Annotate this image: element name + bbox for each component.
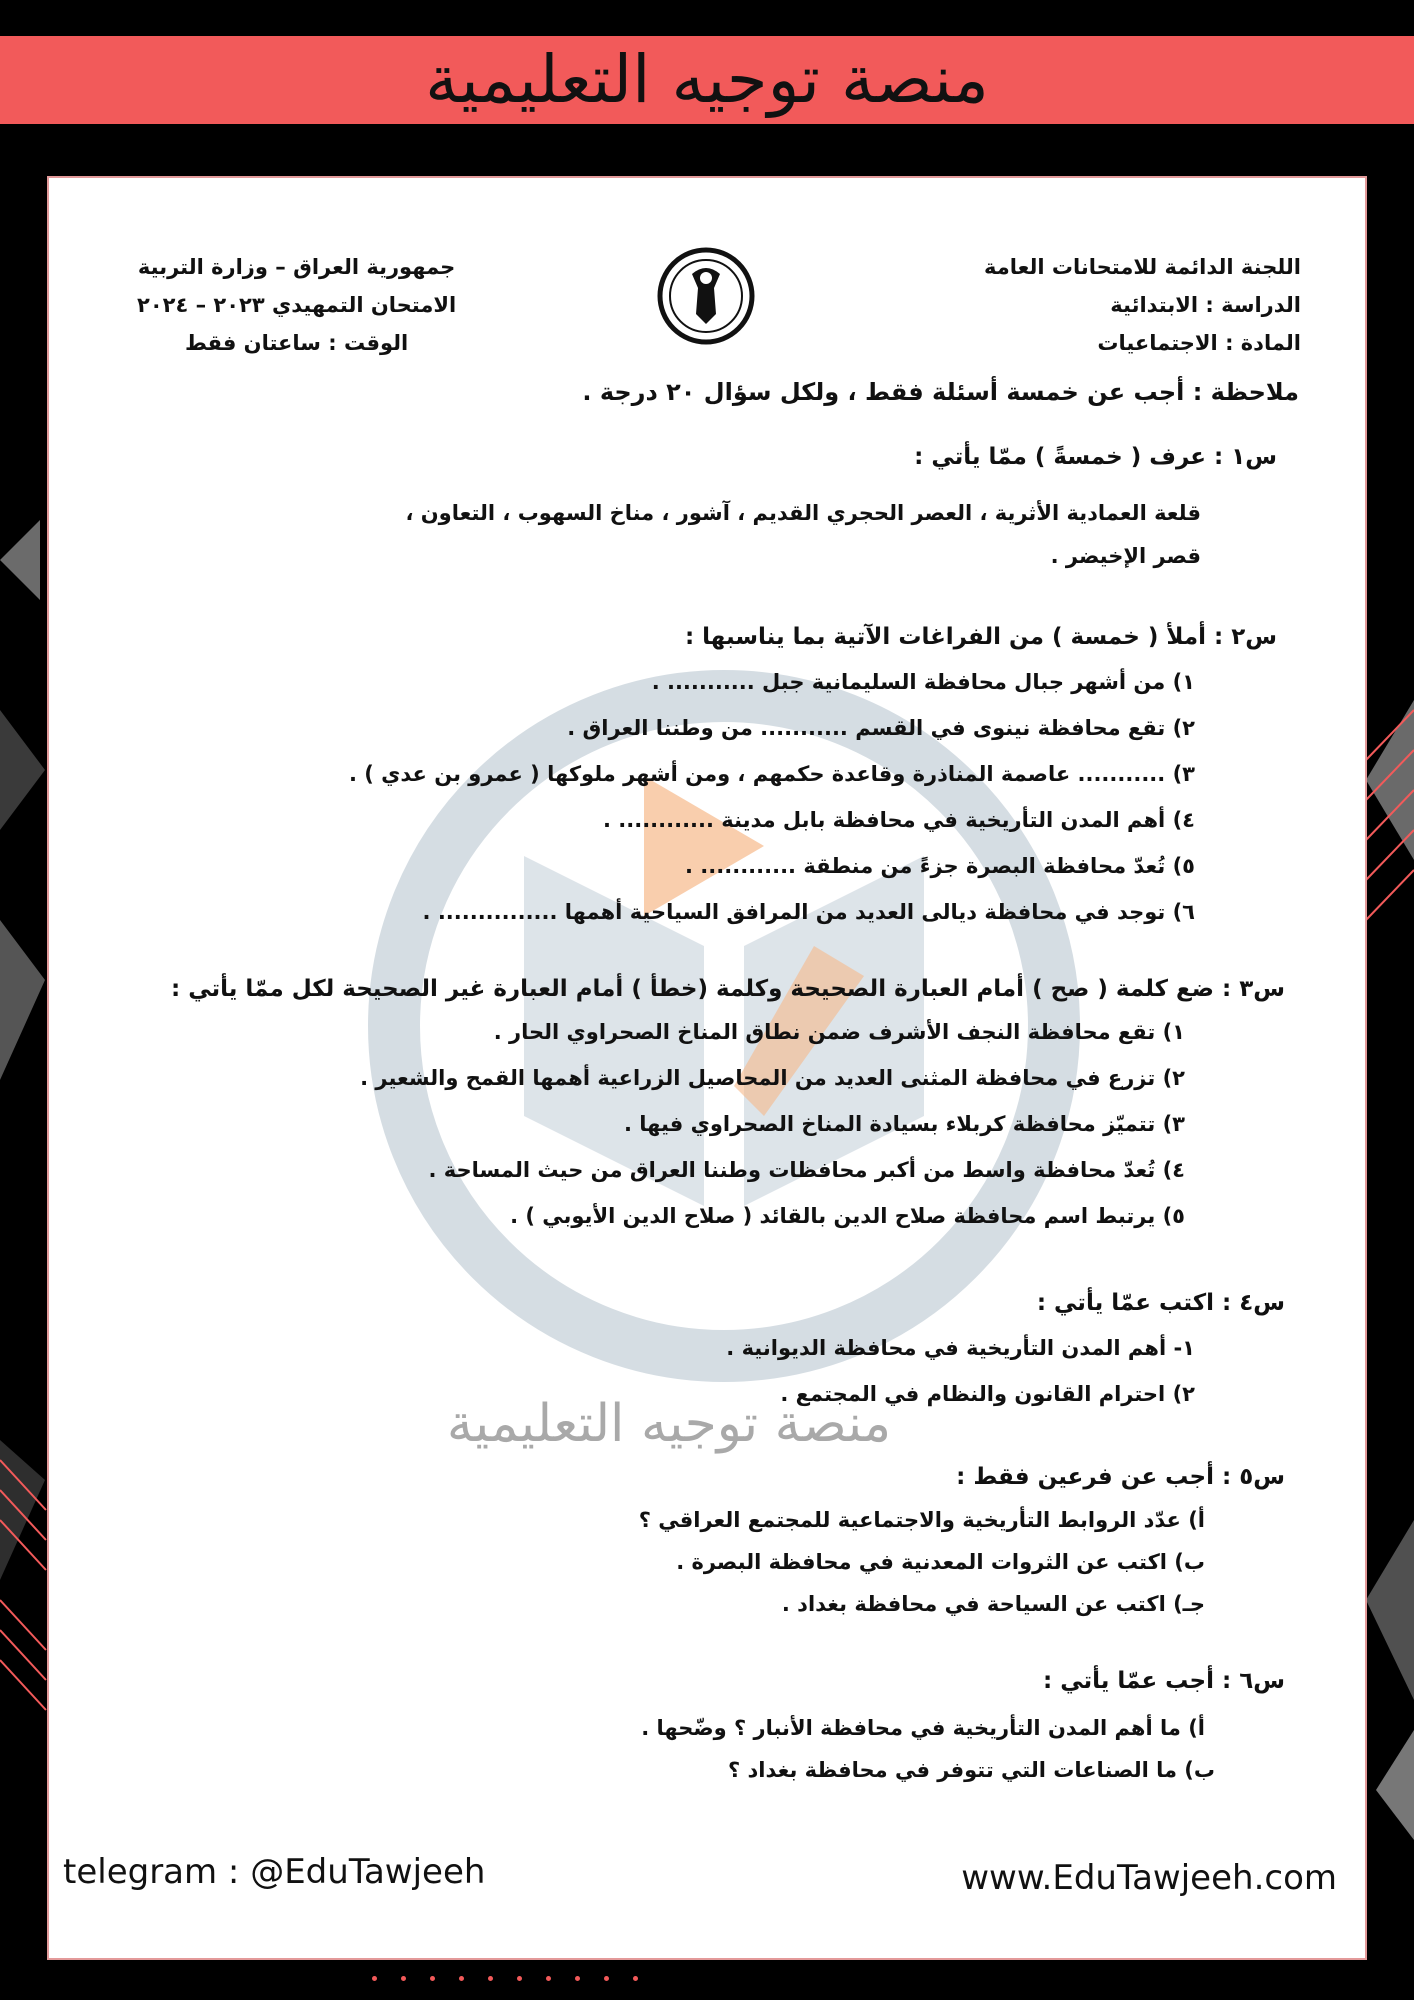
q6-title: س٦ : أجب عمّا يأتي : (1043, 1668, 1285, 1694)
committee-name: اللجنة الدائمة للامتحانات العامة (984, 255, 1301, 279)
exam-note: ملاحظة : أجب عن خمسة أسئلة فقط ، ولكل سؤال ٢٠ درجة . (582, 378, 1299, 406)
q2-item: ٥) تُعدّ محافظة البصرة جزءً من منطقة ............ . (685, 854, 1195, 878)
q2-title: س٢ : أملأ ( خمسة ) من الفراغات الآتية بما يناسبها : (684, 624, 1277, 650)
q6-item: ب) ما الصناعات التي تتوفر في محافظة بغداد ؟ (728, 1758, 1215, 1782)
q2-item: ١) من أشهر جبال محافظة السليمانية جبل ........... . (651, 670, 1195, 694)
website-link[interactable]: www.EduTawjeeh.com (961, 1858, 1337, 1898)
q2-item: ٣) ........... عاصمة المناذرة وقاعدة حكمهم ، ومن أشهر ملوكها ( عمرو بن عدي ) . (348, 762, 1195, 786)
q3-item: ١) تقع محافظة النجف الأشرف ضمن نطاق المناخ الصحراوي الحار . (493, 1020, 1185, 1044)
q2-item: ٤) أهم المدن التأريخية في محافظة بابل مدينة ............ . (602, 808, 1195, 832)
bottom-dots (372, 1976, 638, 1981)
q3-item: ٢) تزرع في محافظة المثنى العديد من المحاصيل الزراعية أهمها القمح والشعير . (360, 1066, 1185, 1090)
q1-line: قصر الإخيضر . (1050, 544, 1201, 568)
q3-title: س٣ : ضع كلمة ( صح ) أمام العبارة الصحيحة وكلمة (خطأ ) أمام العبارة غير الصحيحة لكل ممّا يأتي : (171, 976, 1285, 1002)
ministry-seal-icon (654, 244, 758, 348)
q4-item: ٢) احترام القانون والنظام في المجتمع . (780, 1382, 1195, 1406)
top-banner (0, 36, 1414, 124)
right-decoration (1366, 640, 1414, 1840)
q5-item: جـ) اكتب عن السياحة في محافظة بغداد . (781, 1592, 1205, 1616)
q3-item: ٣) تتميّز محافظة كربلاء بسيادة المناخ الصحراوي فيها . (623, 1112, 1185, 1136)
q6-item: أ) ما أهم المدن التأريخية في محافظة الأنبار ؟ وضّحها . (641, 1716, 1205, 1740)
q2-item: ٦) توجد في محافظة ديالى العديد من المرافق السياحية أهمها ............... . (422, 900, 1195, 924)
q4-title: س٤ : اكتب عمّا يأتي : (1036, 1290, 1285, 1316)
q5-item: أ) عدّد الروابط التأريخية والاجتماعية للمجتمع العراقي ؟ (638, 1508, 1205, 1532)
exam-paper (47, 176, 1367, 1960)
banner-title: منصة توجيه التعليمية (425, 41, 989, 118)
q4-item: ١- أهم المدن التأريخية في محافظة الديوانية . (726, 1336, 1195, 1360)
q2-item: ٢) تقع محافظة نينوى في القسم ........... من وطننا العراق . (567, 716, 1195, 740)
telegram-handle[interactable]: telegram : @EduTawjeeh (63, 1852, 486, 1892)
q3-item: ٥) يرتبط اسم محافظة صلاح الدين بالقائد ( صلاح الدين الأيوبي ) . (510, 1204, 1185, 1228)
republic-ministry: جمهورية العراق – وزارة التربية (137, 255, 456, 279)
watermark-text: منصة توجيه التعليمية (446, 1394, 892, 1454)
study-level: الدراسة : الابتدائية (1110, 293, 1301, 317)
q3-item: ٤) تُعدّ محافظة واسط من أكبر محافظات وطننا العراق من حيث المساحة . (428, 1158, 1185, 1182)
exam-time: الوقت : ساعتان فقط (185, 331, 409, 355)
q1-title: س١ : عرف ( خمسةً ) ممّا يأتي : (914, 444, 1277, 470)
q1-line: قلعة العمادية الأثرية ، العصر الحجري القديم ، آشور ، مناخ السهوب ، التعاون ، (405, 501, 1201, 525)
q5-title: س٥ : أجب عن فرعين فقط : (956, 1464, 1285, 1490)
exam-name: الامتحان التمهيدي ٢٠٢٣ – ٢٠٢٤ (137, 293, 457, 317)
header-left (137, 248, 456, 362)
subject: المادة : الاجتماعيات (1097, 331, 1301, 355)
q5-item: ب) اكتب عن الثروات المعدنية في محافظة البصرة . (676, 1550, 1205, 1574)
header-right (984, 248, 1301, 362)
